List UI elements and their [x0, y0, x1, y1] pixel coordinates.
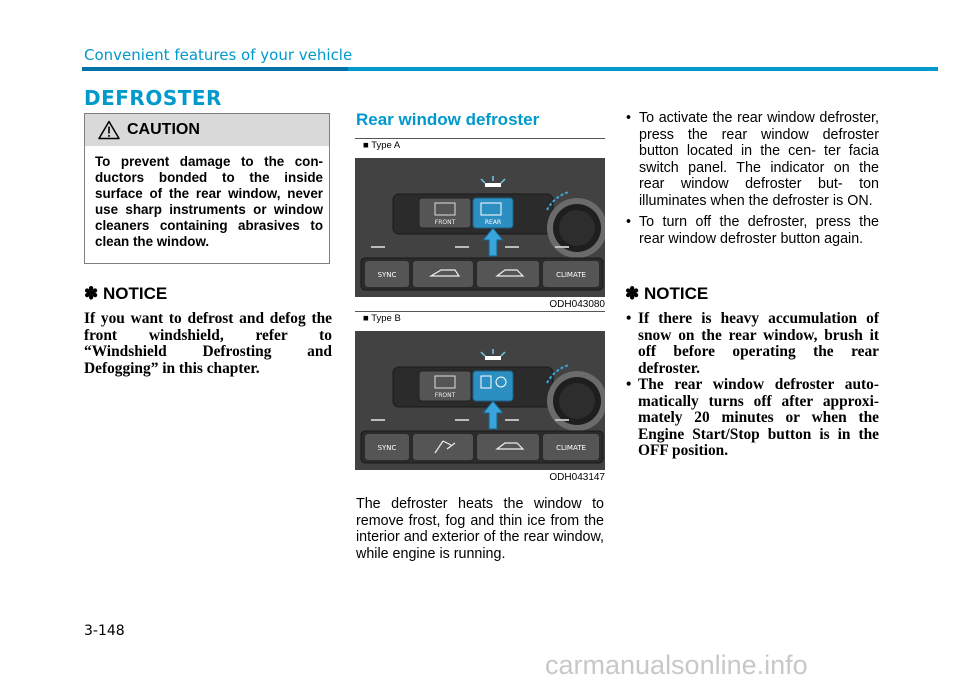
notice-item-text: The rear window defroster auto- matically turns off after approxi- mately 20 minutes or when the Engine Start/Stop button is in the OFF position.	[638, 376, 879, 459]
bullet-dot: •	[626, 214, 632, 230]
caution-title: CAUTION	[127, 121, 200, 138]
caution-text: To prevent damage to the con- ductors bonded to the inside surface of the rear window, never use sharp instruments or window cleaners containing abrasives to clean the window.	[95, 154, 323, 249]
figure-a-front-label: FRONT	[434, 219, 456, 226]
rear-defroster-title: Rear window defroster	[356, 110, 540, 129]
figure-b-climate-label: CLIMATE	[556, 444, 586, 452]
page-number: 3-148	[84, 623, 125, 639]
figure-a-panel-image	[355, 158, 605, 297]
figure-b-tag: ■ Type B	[363, 313, 401, 324]
instruction-text: To turn off the defroster, press the rear window defroster button again.	[639, 214, 879, 247]
figure-a-code: ODH043080	[549, 299, 605, 310]
list-item	[625, 110, 879, 209]
warning-triangle-icon	[98, 120, 120, 140]
page-heading: DEFROSTER	[84, 86, 222, 110]
notice-text-left: If you want to defrost and defog the front windshield, refer to “Windshield Defrosting and Defogging” in this chapter.	[84, 310, 332, 377]
figure-a-climate-label: CLIMATE	[556, 271, 586, 279]
notice-list-right	[625, 311, 879, 460]
section-title: Convenient features of your vehicle	[84, 46, 353, 64]
instruction-list	[625, 110, 879, 252]
figure-type-b	[355, 311, 605, 484]
notice-title-right: ✽ NOTICE	[625, 284, 709, 303]
figure-a-tag: ■ Type A	[363, 140, 401, 151]
figure-a-rear-label: REAR	[484, 219, 502, 226]
bullet-dot: •	[626, 110, 632, 126]
watermark: carmanualsonline.info	[545, 650, 808, 680]
rear-defroster-description: The defroster heats the window to remove frost, fog and thin ice from the interior and exterior of the rear window, while engine is running.	[356, 496, 604, 562]
notice-title-left: ✽ NOTICE	[84, 284, 168, 303]
figure-b-panel-image	[355, 331, 605, 470]
list-item	[625, 311, 879, 377]
caution-header	[85, 114, 329, 146]
instruction-text: To activate the rear window defroster, press the rear window defroster button located in the cen- ter facia switch panel. The indicator on the rear window defroster but- ton illuminates when the defroster is ON.	[639, 110, 879, 209]
bullet-dot: •	[626, 376, 632, 393]
figure-b-code: ODH043147	[549, 472, 605, 483]
caution-box	[84, 113, 330, 264]
figure-type-a	[355, 138, 605, 311]
notice-item-text: If there is heavy accumulation of snow on the rear window, brush it off before operating the rear defroster.	[638, 310, 879, 377]
bullet-dot: •	[626, 310, 632, 327]
header-rule-accent	[82, 67, 348, 71]
figure-a-sync-label: SYNC	[377, 271, 397, 279]
figure-b-sync-label: SYNC	[377, 444, 397, 452]
list-item	[625, 214, 879, 247]
list-item	[625, 377, 879, 460]
figure-b-front-label: FRONT	[434, 392, 456, 399]
